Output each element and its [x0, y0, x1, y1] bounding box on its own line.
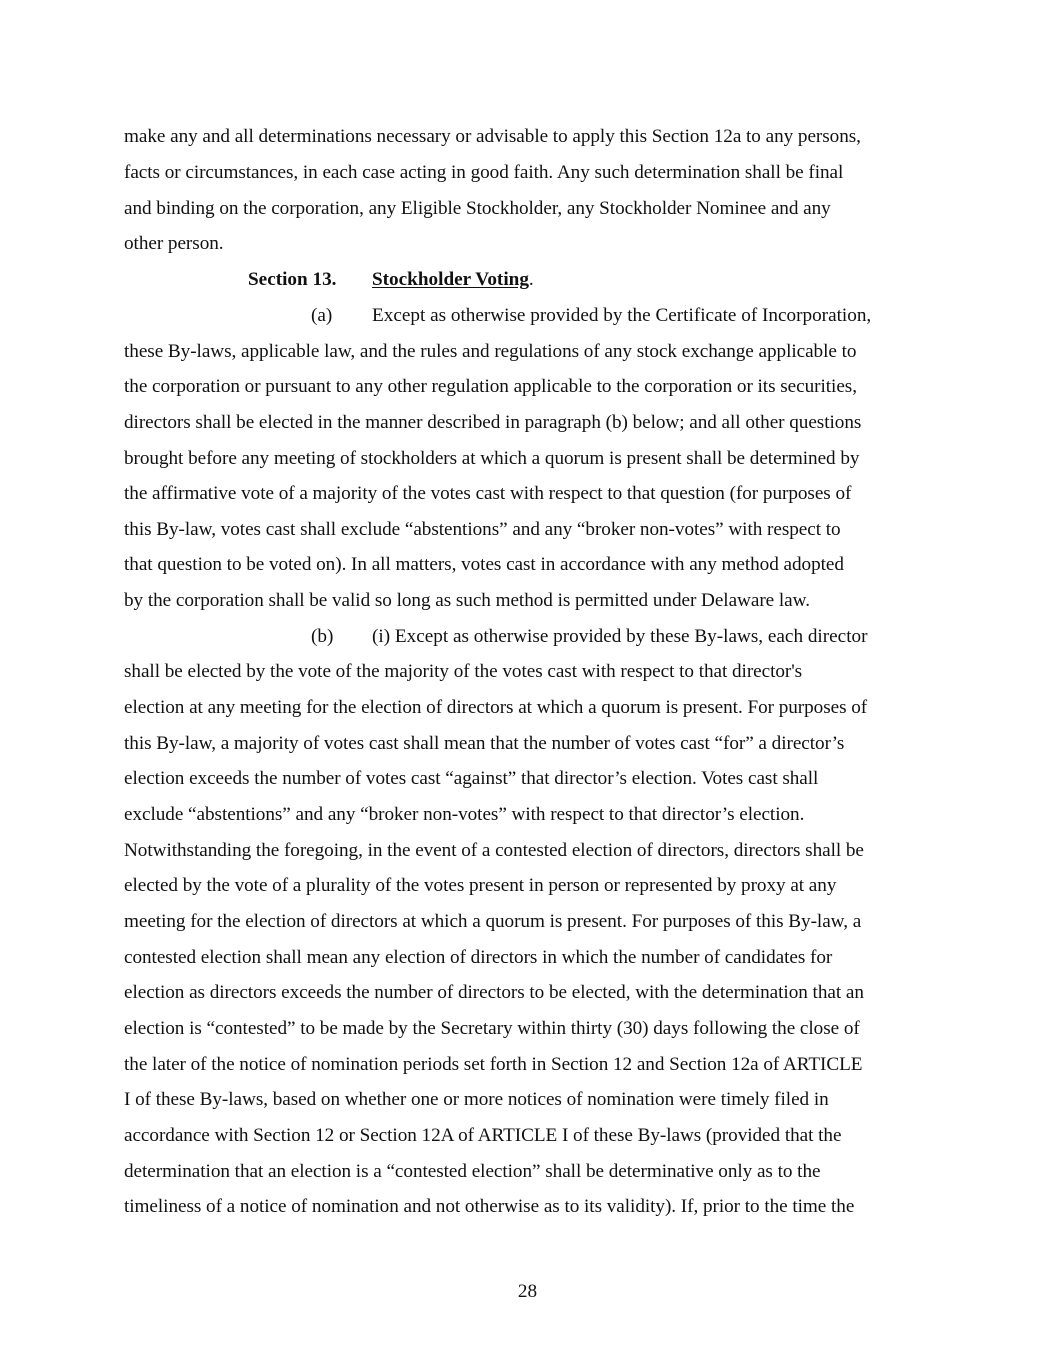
intro-line: other person.: [124, 233, 224, 254]
paragraph-b-line: election exceeds the number of votes cast “against” that director’s election. Votes cast shall: [124, 768, 819, 789]
paragraph-b-line: Notwithstanding the foregoing, in the event of a contested election of directors, directors shall be: [124, 840, 864, 861]
intro-line: and binding on the corporation, any Eligible Stockholder, any Stockholder Nominee and any: [124, 198, 831, 219]
paragraph-b-line: meeting for the election of directors at which a quorum is present. For purposes of this By-law, a: [124, 911, 862, 932]
paragraph-a-line: the corporation or pursuant to any other regulation applicable to the corporation or its securities,: [124, 376, 857, 397]
section-number: Section 13.: [248, 269, 337, 290]
paragraph-b-first-line: (i) Except as otherwise provided by these By-laws, each director: [372, 626, 868, 647]
paragraph-b-line: contested election shall mean any election of directors in which the number of candidates for: [124, 947, 833, 968]
paragraph-b-label: (b): [311, 626, 334, 647]
paragraph-b-line: election is “contested” to be made by the Secretary within thirty (30) days following the close of: [124, 1018, 860, 1039]
paragraph-b-line: accordance with Section 12 or Section 12A of ARTICLE I of these By-laws (provided that the: [124, 1125, 842, 1146]
paragraph-b-line: elected by the vote of a plurality of the votes present in person or represented by proxy at any: [124, 875, 837, 896]
paragraph-b-line: exclude “abstentions” and any “broker non-votes” with respect to that director’s election.: [124, 804, 805, 825]
paragraph-a-line: brought before any meeting of stockholders at which a quorum is present shall be determined by: [124, 448, 860, 469]
paragraph-b-line: election as directors exceeds the number of directors to be elected, with the determination that an: [124, 982, 864, 1003]
paragraph-b-line: shall be elected by the vote of the majority of the votes cast with respect to that director's: [124, 661, 803, 682]
paragraph-a-first-line: Except as otherwise provided by the Certificate of Incorporation,: [372, 305, 872, 326]
paragraph-b-line: the later of the notice of nomination periods set forth in Section 12 and Section 12a of ARTICLE: [124, 1054, 863, 1075]
section-title-wrapper: [372, 268, 534, 292]
section-title-suffix: .: [528, 269, 534, 290]
paragraph-a-line: directors shall be elected in the manner described in paragraph (b) below; and all other questions: [124, 412, 862, 433]
paragraph-b-line: I of these By-laws, based on whether one or more notices of nomination were timely filed in: [124, 1089, 829, 1110]
paragraph-a-label: (a): [311, 305, 333, 326]
paragraph-a-line: that question to be voted on). In all matters, votes cast in accordance with any method adopted: [124, 554, 844, 575]
paragraph-a-line: the affirmative vote of a majority of the votes cast with respect to that question (for purposes of: [124, 483, 852, 504]
intro-line: facts or circumstances, in each case acting in good faith. Any such determination shall be final: [124, 162, 844, 183]
paragraph-a-line: by the corporation shall be valid so long as such method is permitted under Delaware law.: [124, 590, 810, 611]
paragraph-b-line: election at any meeting for the election of directors at which a quorum is present. For purposes of: [124, 697, 868, 718]
page-number: 28: [517, 1281, 538, 1302]
paragraph-b-line: timeliness of a notice of nomination and not otherwise as to its validity). If, prior to the time the: [124, 1196, 855, 1217]
paragraph-b-line: determination that an election is a “contested election” shall be determinative only as to the: [124, 1161, 821, 1182]
paragraph-b-line: this By-law, a majority of votes cast shall mean that the number of votes cast “for” a director’s: [124, 733, 845, 754]
paragraph-a-line: this By-law, votes cast shall exclude “abstentions” and any “broker non-votes” with respect to: [124, 519, 841, 540]
intro-line: make any and all determinations necessary or advisable to apply this Section 12a to any persons,: [124, 126, 861, 147]
section-title: Stockholder Voting: [372, 269, 529, 290]
paragraph-a-line: these By-laws, applicable law, and the rules and regulations of any stock exchange applicable to: [124, 341, 857, 362]
